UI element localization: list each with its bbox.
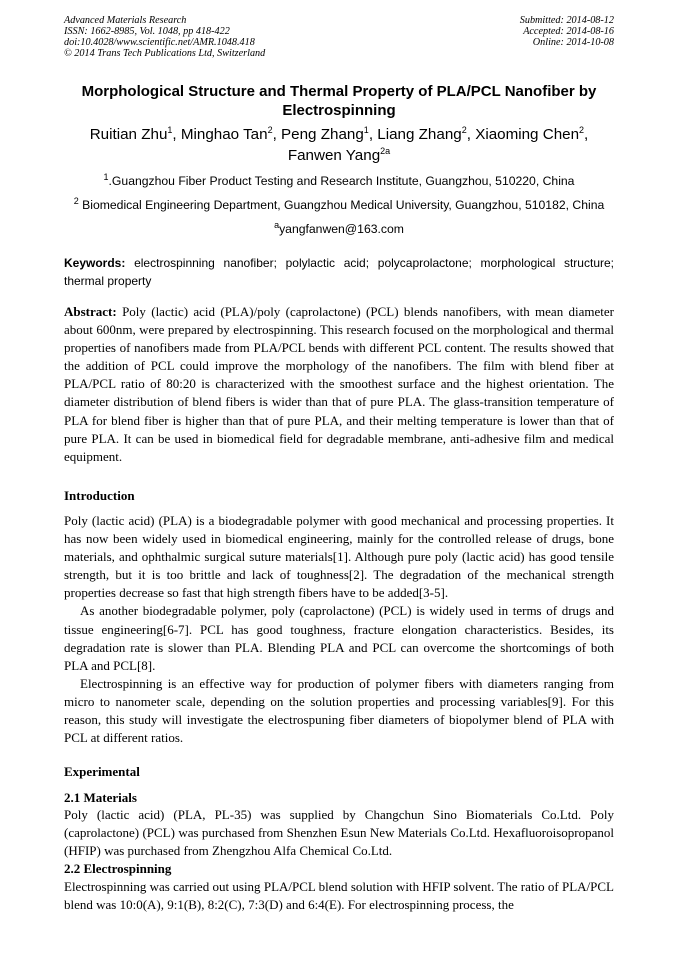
paragraph: As another biodegradable polymer, poly (caprolactone) (PCL) is widely used in terms of drugs and tissue engineering[6-7]. PCL has good toughness, fracture elongation characteristics. Besides, its degradation rate is slower than PLA. Blending PLA and PCL can overcome the shortcomings of both PLA and PCL[8]. bbox=[64, 603, 614, 673]
affiliation-2: $^2$ Biomedical Engineering Department, Guangzhou Medical University, Guangzhou, 510182, China bbox=[73, 195, 605, 212]
author-list: Ruitian Zhu$^1$, Minghao Tan$^2$, Peng Zhang$^1$, Liang Zhang$^2$, Xiaoming Chen$^2$, Fanwen Yang$^{2a}$ bbox=[89, 124, 589, 164]
experimental-heading: Experimental bbox=[64, 764, 140, 779]
materials-text: Poly (lactic acid) (PLA, PL-35) was supplied by Changchun Sino Biomaterials Co.Ltd. Poly (caprolactone) (PCL) was purchased from Shenzhen Esun New Materials Co.Ltd. Hexafluoroisopropanol (HFIP) was purchased from Zhengzhou Alfa Chemical Co.Ltd. bbox=[64, 807, 614, 859]
paragraph: Poly (lactic acid) (PLA) is a biodegradable polymer with good mechanical and processing properties. It has now been widely used in biomedical engineering, mainly for the controlled release of drugs, bone materials, and ophthalmic surgical suture materials[1]. Although pure poly (lactic acid) has good tensile strength, but it is too brittle and lack of toughness[2]. The degradation of the mechanical strength properties decrease so fast that high strength fibers have to be added[3-5]. bbox=[64, 513, 614, 601]
author-sup: 1 bbox=[363, 124, 369, 135]
affiliation-1: $^1$.Guangzhou Fiber Product Testing and Research Institute, Guangzhou, 510220, China bbox=[103, 171, 575, 188]
copyright-line: © 2014 Trans Tech Publications Ltd, Switzerland bbox=[64, 48, 266, 59]
keywords bbox=[64, 254, 614, 290]
author-sup: 2 bbox=[461, 124, 467, 135]
introduction-body bbox=[64, 512, 614, 747]
author-sup: 1 bbox=[167, 124, 173, 135]
author-email: $^a$yangfanwen@163.com bbox=[274, 219, 404, 236]
author-sup: 2 bbox=[579, 124, 585, 135]
author-name: Minghao Tan bbox=[180, 126, 268, 143]
accepted-date: Accepted: 2014-08-16 bbox=[523, 26, 614, 37]
issn-line: ISSN: 1662-8985, Vol. 1048, pp 418-422 bbox=[64, 26, 230, 37]
online-date: Online: 2014-10-08 bbox=[532, 37, 614, 48]
author-name: Liang Zhang bbox=[377, 126, 462, 143]
author-sup: 2a bbox=[380, 145, 391, 156]
abstract bbox=[64, 303, 614, 466]
author-name: Fanwen Yang bbox=[287, 147, 381, 164]
electrospinning-text: Electrospinning was carried out using PLA/PCL blend solution with HFIP solvent. The ratio of PLA/PCL blend was 10:0(A), 9:1(B), 8:2(C), 7:3(D) and 6:4(E). For electrospinning process, the bbox=[64, 879, 614, 913]
submitted-date: Submitted: 2014-08-12 bbox=[519, 15, 614, 26]
journal-name: Advanced Materials Research bbox=[64, 15, 187, 26]
author-name: Xiaoming Chen bbox=[475, 126, 580, 143]
abstract-label: Abstract: bbox=[64, 304, 117, 319]
dates-info bbox=[520, 15, 614, 48]
doi-line: doi:10.4028/www.scientific.net/AMR.1048.418 bbox=[64, 37, 255, 48]
keywords-text: electrospinning nanofiber; polylactic acid; polycaprolactone; morphological structure; thermal property bbox=[64, 256, 614, 288]
keywords-label: Keywords: bbox=[64, 256, 126, 270]
author-sup: 2 bbox=[267, 124, 273, 135]
introduction-heading: Introduction bbox=[64, 488, 135, 503]
electrospinning-heading: 2.2 Electrospinning bbox=[64, 861, 172, 876]
paragraph: Electrospinning is an effective way for production of polymer fibers with diameters ranging from micro to nanometer scale, depending on the solution properties and processing variables[9]. For this reason, this study will investigate the electrospuning fiber diameters of biopolymer blend of PLA with PCL at different ratios. bbox=[64, 675, 614, 746]
paper-title: Morphological Structure and Thermal Property of PLA/PCL Nanofiber by Electrospinning bbox=[81, 83, 597, 119]
author-name: Ruitian Zhu bbox=[89, 126, 168, 143]
journal-info bbox=[64, 15, 265, 59]
abstract-text: Poly (lactic) acid (PLA)/poly (caprolactone) (PCL) blends nanofibers, with mean diameter about 600nm, were prepared by electrospinning. This research focused on the morphological and thermal properties of nanofibers made from PLA/PCL bends with different PCL content. The results showed that the addition of PCL could improve the morphology of the nanofibers. The film with blend fiber at PLA/PCL ratio of 80:20 is characterized with the smoothest surface and the highest orientation. The diameter distribution of blend fibers is wider than that of pure PLA. The glass-transition temperature of PLA for blend fiber is higher than that of pure PLA, and their melting temperature is lower than that of pure PLA. It can be used in biomedical field for degradable membrane, anti-adhesive film and medical equipment. bbox=[64, 304, 614, 464]
materials-heading: 2.1 Materials bbox=[64, 790, 137, 805]
author-name: Peng Zhang bbox=[281, 126, 364, 143]
